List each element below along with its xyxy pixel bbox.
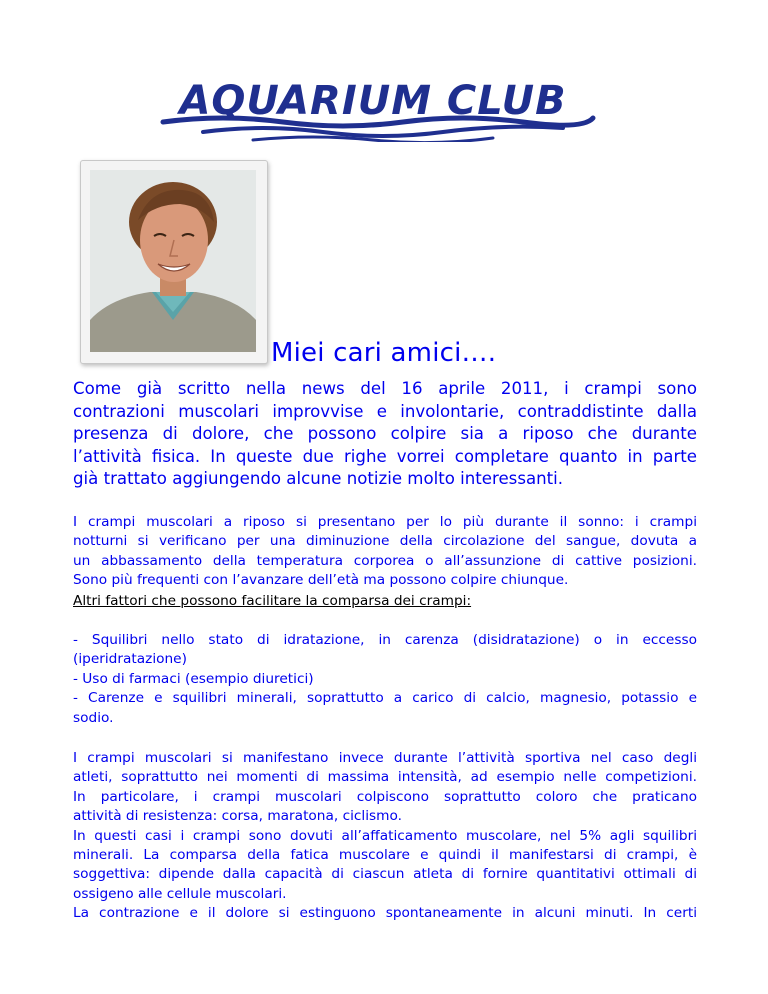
- lead-line: già trattato aggiungendo alcune notizie molto interessanti.: [73, 469, 564, 488]
- paragraph-line: In questi casi i crampi sono dovuti all’affaticamento muscolare, nel 5% agli squilibri: [73, 827, 697, 844]
- paragraph-line: I crampi muscolari si manifestano invece durante l’attività sportiva nel caso degli: [73, 750, 697, 766]
- lead-line: contrazioni muscolari improvvise e involontarie, contraddistinte dalla: [73, 401, 697, 421]
- lead-line: Come già scritto nella news del 16 aprile 2011, i crampi sono: [73, 379, 697, 398]
- paragraph-line: ossigeno alle cellule muscolari.: [73, 885, 287, 902]
- factors-list: [73, 631, 697, 728]
- greeting-heading: Miei cari amici….: [271, 338, 497, 368]
- paragraph-line: La contrazione e il dolore si estinguono spontaneamente in alcuni minuti. In certi: [73, 905, 697, 922]
- list-line: - Carenze e squilibri minerali, soprattutto a carico di calcio, magnesio, potassio e: [73, 690, 697, 707]
- list-line: - Squilibri nello stato di idratazione, in carenza (disidratazione) o in eccesso: [73, 632, 697, 648]
- paragraph-line: notturni si verificano per una diminuzione della circolazione del sangue, dovuta a: [73, 533, 697, 550]
- list-line: (iperidratazione): [73, 651, 187, 668]
- paragraph-line: I crampi muscolari a riposo si presentano per lo più durante il sonno: i crampi: [73, 514, 697, 530]
- paragraph-rest-cramps: [73, 513, 697, 591]
- paragraph-line: minerali. La comparsa della fatica muscolare e quindi il manifestarsi di crampi, è: [73, 847, 697, 864]
- portrait-photo: [90, 170, 256, 352]
- paragraph-line: In particolare, i crampi muscolari colpiscono soprattutto coloro che praticano: [73, 788, 697, 805]
- lead-line: l’attività fisica. In queste due righe vorrei completare quanto in parte: [73, 446, 697, 466]
- factors-subheading: Altri fattori che possono facilitare la comparsa dei crampi:: [73, 593, 472, 609]
- paragraph-line: atleti, soprattutto nei momenti di massima intensità, ad esempio nelle competizioni.: [73, 769, 697, 786]
- aquarium-club-logo: [143, 78, 603, 142]
- paragraph-line: Sono più frequenti con l’avanzare dell’età ma possono colpire chiunque.: [73, 572, 569, 589]
- paragraph-sport-cramps: [73, 749, 697, 924]
- paragraph-line: attività di resistenza: corsa, maratona, ciclismo.: [73, 808, 402, 825]
- paragraph-line: soggettiva: dipende dalla capacità di ciascun atleta di fornire quantitativi ottimali di: [73, 866, 697, 883]
- paragraph-line: un abbassamento della temperatura corporea o all’assunzione di cattive posizioni.: [73, 552, 697, 569]
- lead-paragraph: [73, 378, 697, 491]
- list-line: - Uso di farmaci (esempio diuretici): [73, 670, 314, 687]
- logo-text: AQUARIUM CLUB: [179, 78, 567, 124]
- portrait-photo-frame: [80, 160, 268, 364]
- lead-line: presenza di dolore, che possono colpire sia a riposo che durante: [73, 424, 697, 443]
- list-line: sodio.: [73, 709, 114, 726]
